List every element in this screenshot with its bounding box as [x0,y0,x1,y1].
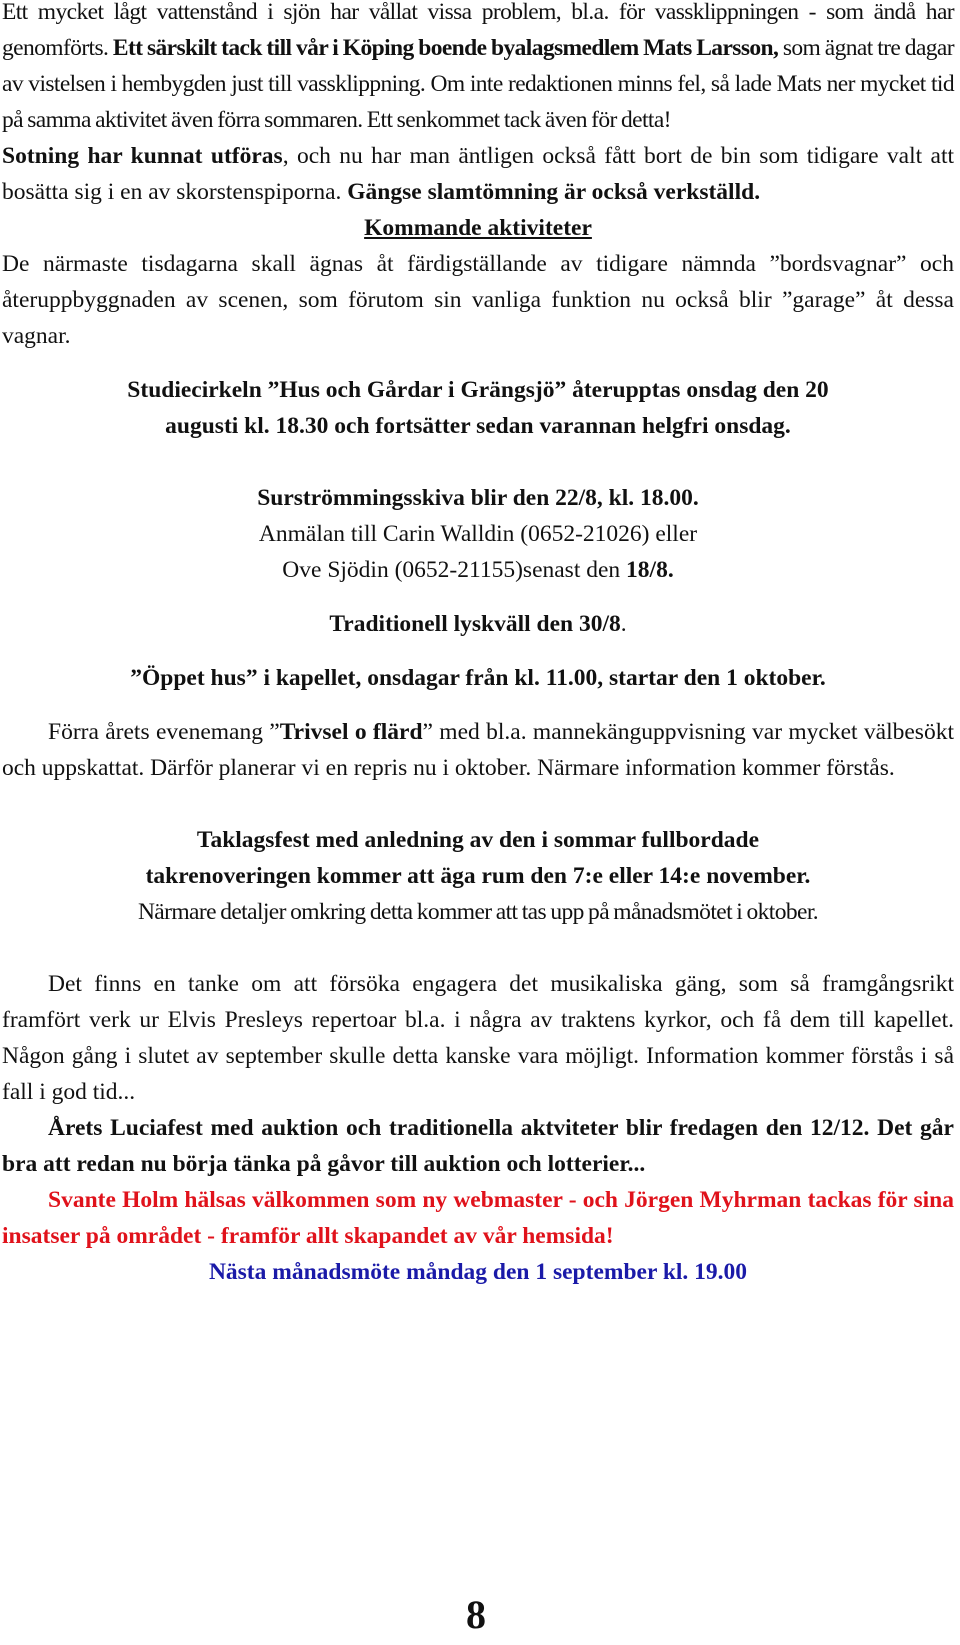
lyskvall: Traditionell lyskväll den 30/8. [329,611,627,637]
newsletter-page [2,0,954,1290]
page-number: 8 [466,1592,486,1637]
section-heading: Kommande aktiviteter [364,215,592,241]
musik-paragraph: Det finns en tanke om att försöka engagera det musikaliska gäng, som så framgångsrikt framfört verk ur Elvis Presleys repertoar bl.a. i några av traktens kyrkor, och få dem till kapellet. Någon gång i slutet av september skulle detta kanske vara möjligt. Information kommer förstås i så fall i god tid... [2,971,954,1105]
taklagsfest: Taklagsfest med anledning av den i sommar fullbordade takrenoveringen kommer att äga rum den 7:e eller 14:e november. [145,827,811,889]
oppet-hus: ”Öppet hus” i kapellet, onsdagar från kl. 11.00, startar den 1 oktober. [130,665,826,691]
next-meeting: Nästa månadsmöte måndag den 1 september kl. 19.00 [208,1259,748,1285]
webmaster-paragraph: Svante Holm hälsas välkommen som ny webmaster - och Jörgen Myhrman tackas för sina insatser på området - framför allt skapandet av vår hemsida! [2,1187,954,1249]
lucia-paragraph: Årets Luciafest med auktion och traditionella aktviteter blir fredagen den 12/12. Det går bra att redan nu börja tänka på gåvor till auktion och lotterier... [2,1115,954,1177]
paragraph-vassklippning: Ett mycket lågt vattenstånd i sjön har vållat vissa problem, bl.a. för vassklippningen - som ändå har genomförts. Ett särskilt tack till vår i Köping boende byalagsmedlem Mats Larsson, som ägnat tre dagar av vistelsen i hembygden just till vassklippning. Om inte redaktionen minns fel, så lade Mats ner mycket tid på samma aktivitet även förra sommaren. Ett senkommet tack även för detta! [2,0,954,133]
surstromming: Surströmmingsskiva blir den 22/8, kl. 18.00. Anmälan till Carin Walldin (0652-21026) eller Ove Sjödin (0652-21155)senast den 18/8. [257,485,699,583]
trivsel-paragraph: Förra årets evenemang ”Trivsel o flärd” med bl.a. mannekänguppvisning var mycket välbesökt och uppskattat. Därför planerar vi en repris nu i oktober. Närmare information kommer förstås. [2,719,954,781]
paragraph-sotning: Sotning har kunnat utföras, och nu har man äntligen också fått bort de bin som tidigare valt att bosätta sig i en av skorstenspiporna. Gängse slamtömning är också verkställd. [2,143,955,205]
studiecirkel: Studiecirkeln ”Hus och Gårdar i Grängsjö” återupptas onsdag den 20 augusti kl. 18.30 och fortsätter sedan varannan helgfri onsdag. [127,377,829,439]
thanks-mats: Ett särskilt tack till vår i Köping boende byalagsmedlem Mats Larsson, [112,35,779,61]
taklagsfest-detaljer: Närmare detaljer omkring detta kommer att tas upp på månadsmötet i oktober. [137,899,819,925]
paragraph-vagnar: De närmaste tisdagarna skall ägnas åt färdigställande av tidigare nämnda ”bordsvagnar” och återuppbyggnaden av scenen, som förutom sin vanliga funktion nu också blir ”garage” åt dessa vagnar. [2,251,954,349]
